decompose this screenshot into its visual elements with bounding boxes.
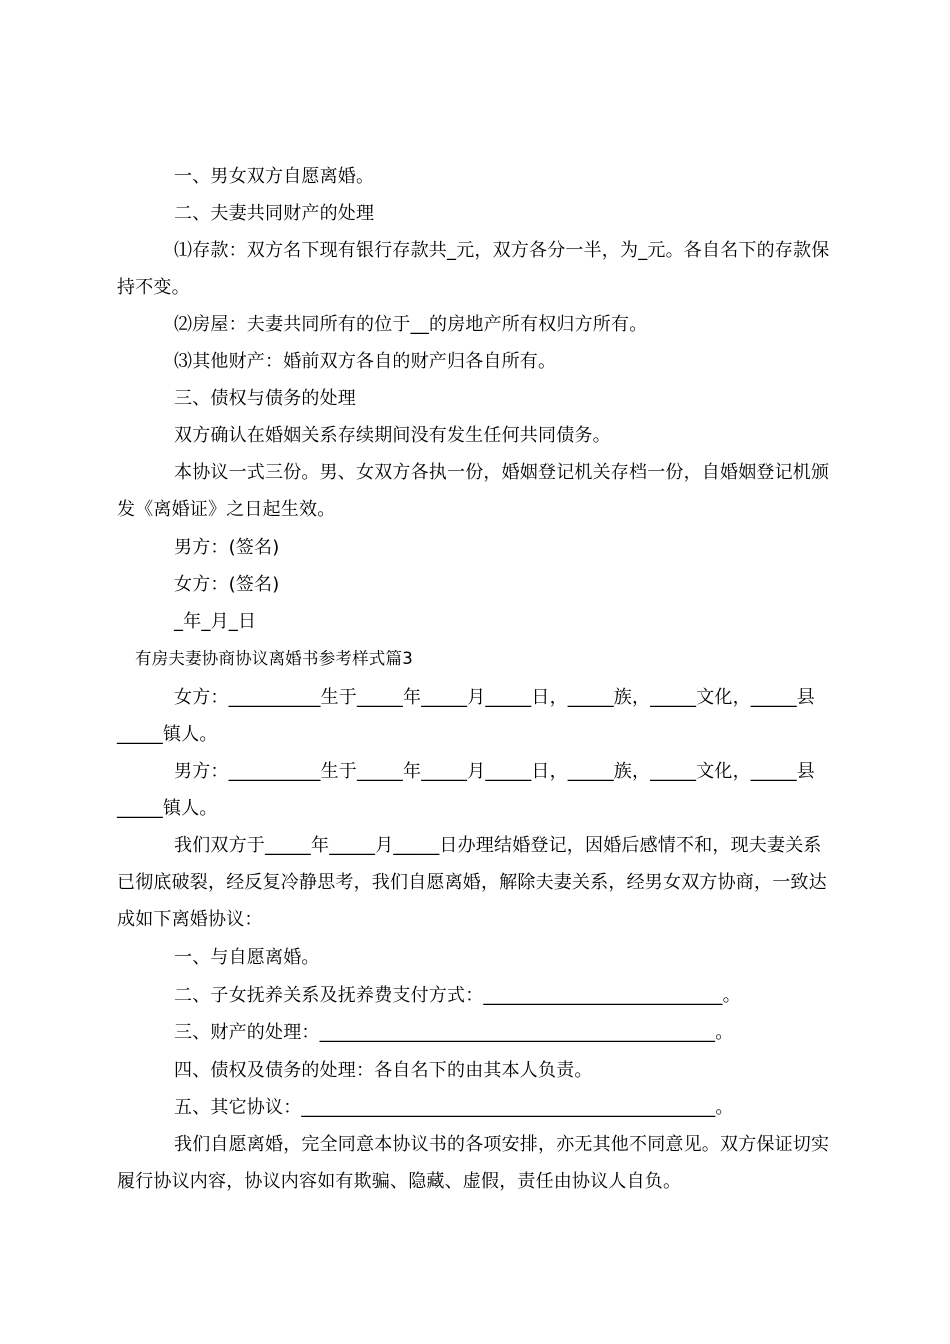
clause-2-other-property: ⑶其他财产：婚前双方各自的财产归各自所有。: [174, 351, 557, 372]
female-signature: 女方：(签名): [174, 574, 280, 595]
clause-2-heading: 二、夫妻共同财产的处理: [174, 203, 375, 224]
female-party-info: 女方：__________生于_____年_____月_____日，_____族，_____文化，_____县_____镇人。: [117, 687, 815, 745]
date-line: _年_月_日: [174, 611, 257, 632]
male-signature: 男方：(签名): [174, 537, 280, 558]
item-1: 一、与自愿离婚。: [174, 947, 320, 968]
clause-2-house: ⑵房屋：夫妻共同所有的位于__的房地产所有权归方所有。: [174, 314, 648, 335]
item-2-child-support: 二、子女抚养关系及抚养费支付方式：__________________________。: [174, 985, 741, 1006]
section-title: 有房夫妻协商协议离婚书参考样式篇3: [135, 649, 413, 668]
clause-3-body: 双方确认在婚姻关系存续期间没有发生任何共同债务。: [174, 425, 611, 446]
clause-2-deposit: ⑴存款：双方名下现有银行存款共_元，双方各分一半，为_元。各自名下的存款保持不变。: [117, 240, 830, 298]
item-4-debts: 四、债权及债务的处理：各自名下的由其本人负责。: [174, 1060, 593, 1081]
closing-statement: 我们自愿离婚，完全同意本协议书的各项安排，亦无其他不同意见。双方保证切实履行协议内容，协议内容如有欺骗、隐藏、虚假，责任由协议人自负。: [117, 1134, 830, 1192]
item-3-property: 三、财产的处理：___________________________________________。: [174, 1022, 734, 1043]
item-5-other: 五、其它协议：_____________________________________________。: [174, 1097, 734, 1118]
clause-3-heading: 三、债权与债务的处理: [174, 388, 356, 409]
marriage-statement: 我们双方于_____年_____月_____日办理结婚登记，因婚后感情不和，现夫妻关系已彻底破裂，经反复冷静思考，我们自愿离婚，解除夫妻关系，经男女双方协商，一致达成如下离婚协议：: [117, 835, 827, 930]
clause-1: 一、男女双方自愿离婚。: [174, 166, 375, 187]
agreement-copies: 本协议一式三份。男、女双方各执一份，婚姻登记机关存档一份，自婚姻登记机颁发《离婚证》之日起生效。: [117, 462, 830, 520]
male-party-info: 男方：__________生于_____年_____月_____日，_____族，_____文化，_____县_____镇人。: [117, 761, 815, 819]
